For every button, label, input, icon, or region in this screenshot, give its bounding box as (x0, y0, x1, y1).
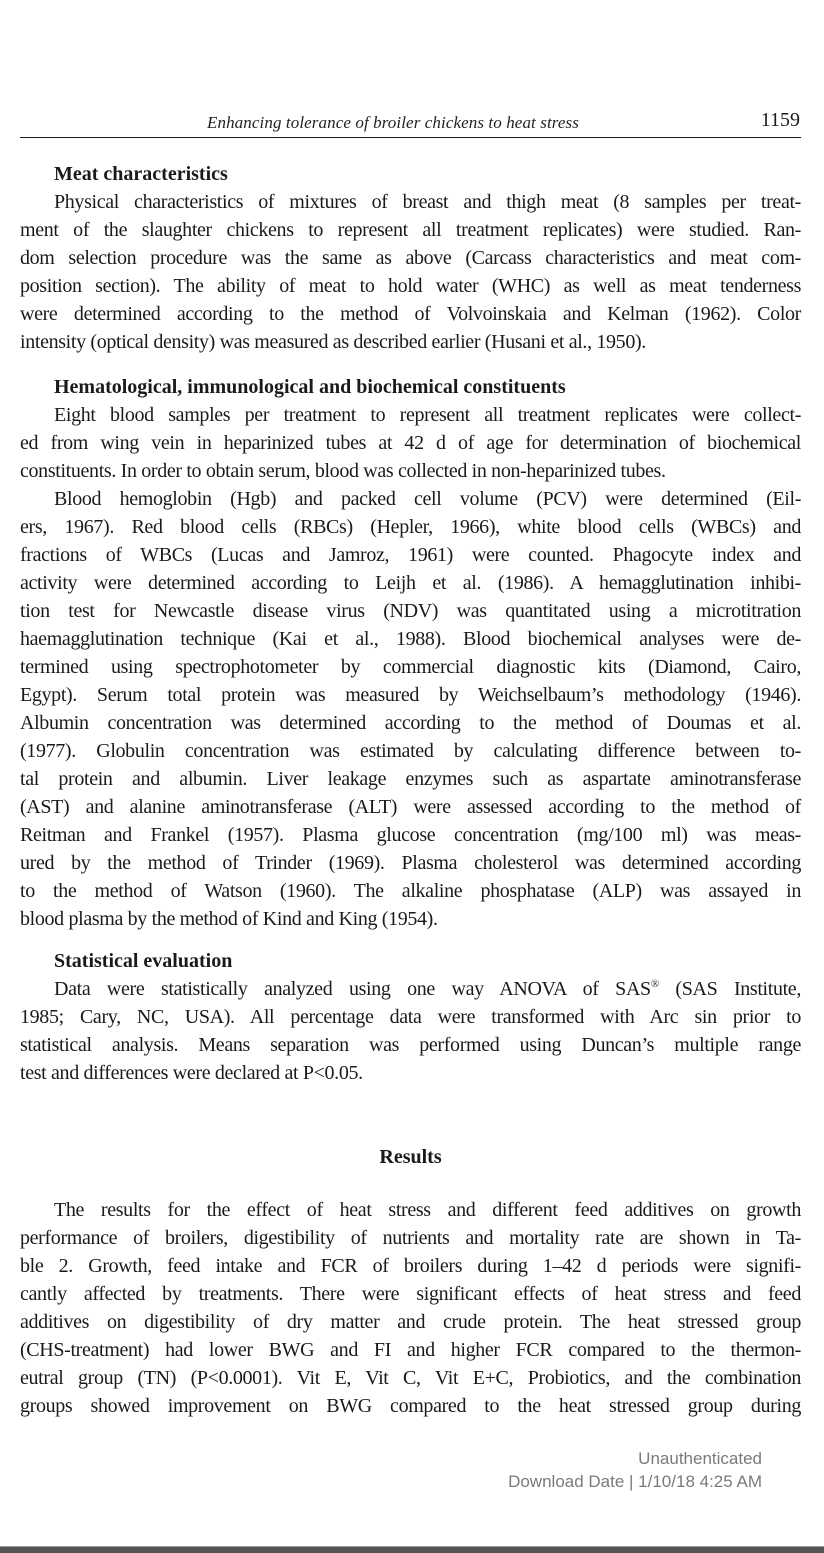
text-line: Data were statistically analyzed using one way ANOVA of SAS® (SAS Institute, (54, 978, 801, 1000)
text-line: The results for the effect of heat stress and different feed additives on growth (54, 1199, 801, 1221)
text-line: tal protein and albumin. Liver leakage enzymes such as aspartate aminotransferase (20, 768, 801, 790)
text-line: constituents. In order to obtain serum, blood was collected in non-heparinized tubes. (20, 460, 666, 482)
registered-mark: ® (650, 978, 659, 990)
running-header (20, 108, 801, 138)
body-content (20, 160, 801, 1420)
viewer-bottom-bar (0, 1546, 824, 1553)
text-line: dom selection procedure was the same as above (Carcass characteristics and meat com- (20, 247, 801, 269)
text-line: to the method of Watson (1960). The alkaline phosphatase (ALP) was assayed in (20, 880, 801, 902)
paragraph-blood-sampling (20, 401, 801, 485)
section-heading-results: Results (379, 1146, 442, 1168)
paragraph-blood-analysis (20, 485, 801, 933)
text-line: haemagglutination technique (Kai et al., 1988). Blood biochemical analyses were de- (20, 628, 801, 650)
section-heading-meat: Meat characteristics (54, 163, 228, 185)
paragraph-statistical (20, 975, 801, 1087)
text-line: blood plasma by the method of Kind and King (1954). (20, 908, 438, 930)
paragraph-meat (20, 188, 801, 356)
paragraph-results (20, 1196, 801, 1420)
section-heading-statistical: Statistical evaluation (54, 950, 233, 972)
text-line: ble 2. Growth, feed intake and FCR of broilers during 1–42 d periods were signifi- (20, 1255, 801, 1277)
download-watermark (508, 1447, 762, 1493)
text-line: ed from wing vein in heparinized tubes at 42 d of age for determination of biochemical (20, 432, 801, 454)
text-line: tion test for Newcastle disease virus (NDV) was quantitated using a microtitration (20, 600, 801, 622)
page-number: 1159 (760, 109, 800, 131)
text-line: Eight blood samples per treatment to represent all treatment replicates were collect- (54, 404, 801, 426)
text-line: Physical characteristics of mixtures of breast and thigh meat (8 samples per treat- (54, 191, 801, 213)
text-line: were determined according to the method of Volvoinskaia and Kelman (1962). Color (20, 303, 801, 325)
watermark-download-date: Download Date | 1/10/18 4:25 AM (508, 1472, 762, 1491)
running-title: Enhancing tolerance of broiler chickens to heat stress (207, 113, 579, 132)
text-line: test and differences were declared at P<0.05. (20, 1062, 363, 1084)
text-line: Blood hemoglobin (Hgb) and packed cell volume (PCV) were determined (Eil- (54, 488, 801, 510)
section-heading-hematological: Hematological, immunological and biochemical constituents (54, 376, 566, 398)
text-line: activity were determined according to Leijh et al. (1986). A hemagglutination inhibi- (20, 572, 801, 594)
text-line: fractions of WBCs (Lucas and Jamroz, 1961) were counted. Phagocyte index and (20, 544, 801, 566)
text-line: performance of broilers, digestibility of nutrients and mortality rate are shown in Ta- (20, 1227, 801, 1249)
text-line: additives on digestibility of dry matter and crude protein. The heat stressed group (20, 1311, 801, 1333)
watermark-auth-status: Unauthenticated (638, 1449, 762, 1468)
text-line: (AST) and alanine aminotransferase (ALT) were assessed according to the method of (20, 796, 801, 818)
text-line: (CHS-treatment) had lower BWG and FI and higher FCR compared to the thermon- (20, 1339, 801, 1361)
text-line: ers, 1967). Red blood cells (RBCs) (Hepler, 1966), white blood cells (WBCs) and (20, 516, 801, 538)
text-line: cantly affected by treatments. There were significant effects of heat stress and feed (20, 1283, 801, 1305)
text-line: position section). The ability of meat to hold water (WHC) as well as meat tenderness (20, 275, 801, 297)
text-line: eutral group (TN) (P<0.0001). Vit E, Vit C, Vit E+C, Probiotics, and the combination (20, 1367, 801, 1389)
text-line: ment of the slaughter chickens to represent all treatment replicates) were studied. Ran- (20, 219, 801, 241)
text-line: statistical analysis. Means separation was performed using Duncan’s multiple range (20, 1034, 801, 1056)
text-line: ured by the method of Trinder (1969). Plasma cholesterol was determined according (20, 852, 801, 874)
text-line: Egypt). Serum total protein was measured by Weichselbaum’s methodology (1946). (20, 684, 801, 706)
text-line: (1977). Globulin concentration was estimated by calculating difference between to- (20, 740, 801, 762)
text-line: 1985; Cary, NC, USA). All percentage data were transformed with Arc sin prior to (20, 1006, 801, 1028)
text-line: Reitman and Frankel (1957). Plasma glucose concentration (mg/100 ml) was meas- (20, 824, 801, 846)
text-line: Albumin concentration was determined according to the method of Doumas et al. (20, 712, 801, 734)
text-line: termined using spectrophotometer by commercial diagnostic kits (Diamond, Cairo, (20, 656, 801, 678)
text-line: groups showed improvement on BWG compared to the heat stressed group during (20, 1395, 801, 1417)
text-line: intensity (optical density) was measured as described earlier (Husani et al., 1950). (20, 331, 646, 353)
